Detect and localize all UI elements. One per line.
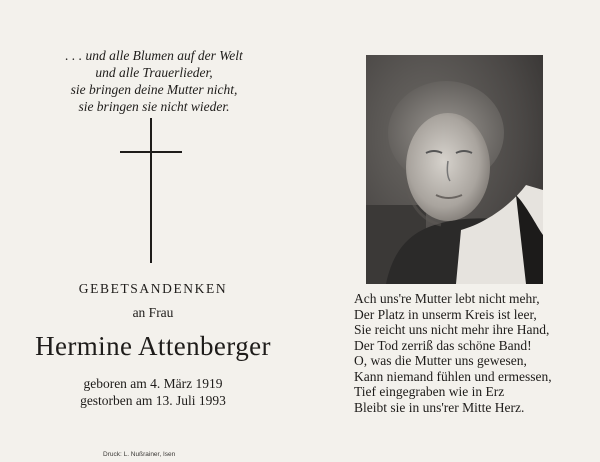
memorial-poem bbox=[354, 291, 594, 415]
poem-line: Ach uns're Mutter lebt nicht mehr, bbox=[354, 291, 540, 306]
poem-line: Kann niemand fühlen und ermessen, bbox=[354, 368, 552, 384]
poem-line: sie bringen sie nicht wieder. bbox=[78, 99, 230, 114]
poem-line: . . . und alle Blumen auf der Welt bbox=[65, 48, 243, 63]
poem-line: O, was die Mutter uns gewesen, bbox=[354, 353, 527, 368]
poem-line: Tief eingegraben wie in Erz bbox=[354, 384, 505, 399]
birth-date: geboren am 4. März 1919 bbox=[83, 376, 223, 391]
portrait-photo bbox=[366, 55, 543, 284]
card-heading: GEBETSANDENKEN bbox=[78, 281, 228, 296]
poem-line: sie bringen deine Mutter nicht, bbox=[70, 82, 238, 97]
salutation: an Frau bbox=[132, 305, 174, 320]
intro-poem bbox=[24, 47, 284, 115]
death-date: gestorben am 13. Juli 1993 bbox=[80, 392, 226, 408]
poem-line: Der Tod zerriß das schöne Band! bbox=[354, 337, 532, 353]
printer-credit: Druck: L. Nußrainer, Isen bbox=[103, 451, 176, 458]
deceased-name: Hermine Attenberger bbox=[35, 331, 271, 361]
poem-line: und alle Trauerlieder, bbox=[95, 65, 213, 80]
cross-icon bbox=[120, 118, 182, 263]
poem-line: Sie reicht uns nicht mehr ihre Hand, bbox=[354, 322, 550, 337]
poem-line: Der Platz in unserm Kreis ist leer, bbox=[354, 306, 537, 322]
life-dates bbox=[40, 376, 266, 409]
poem-line: Bleibt sie in uns'rer Mitte Herz. bbox=[354, 399, 525, 415]
